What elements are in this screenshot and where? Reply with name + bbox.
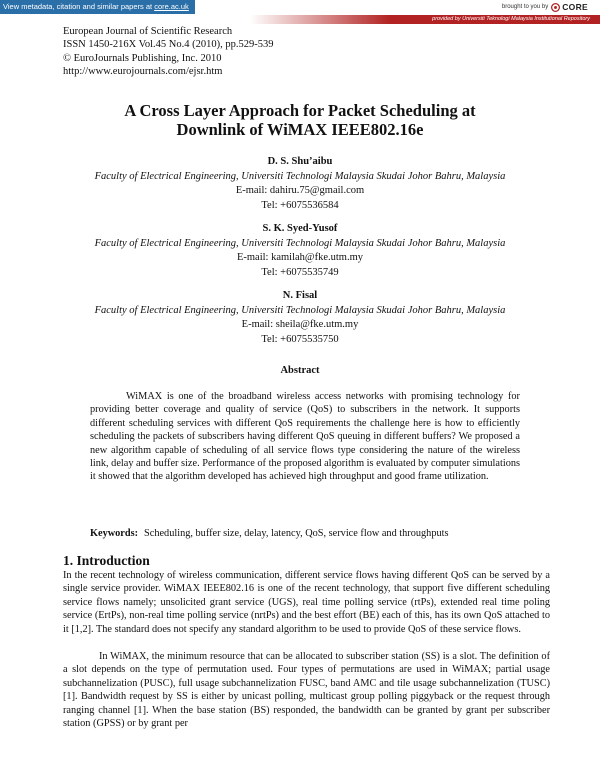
provider-strip [250, 15, 600, 24]
abstract-text: WiMAX is one of the broadband wireless access networks with promising technology for providing better coverage and quality of service (QoS) to subscribers in the network. It supports different scheduling services with different QoS requirements the challenge here is how to efficiently scheduling the packets of subscribers having different QoS queuing in different buffers? We proposed a new algorithm capable of scheduling of all service flows type considering the nature of the wireless link, delay and buffer size. Performance of the proposed algorithm is evaluated by computer simulations it showed that the algorithm developed has achieved high throughput and good frame utilization. [90, 391, 520, 483]
abstract-heading: Abstract [280, 365, 320, 376]
journal-name: European Journal of Scientific Research [63, 26, 233, 37]
title-line-2: Downlink of WiMAX IEEE802.16e [176, 120, 424, 139]
author-block-1 [0, 155, 600, 213]
author-tel: Tel: +6075535750 [261, 333, 339, 345]
provider-text: provided by Universiti Teknologi Malaysia Institutional Repository [432, 16, 590, 22]
core-brand[interactable] [502, 2, 588, 12]
journal-header [63, 25, 274, 79]
brought-by-text: brought to you by [501, 4, 549, 10]
intro-paragraph-2: In WiMAX, the minimum resource that can be allocated to subscriber station (SS) is a slot. The definition of a slot depends on the type of permutation used. Four types of permutations are used in WiMAX; partial usage subchannelization (PUSC), full usage subchannelization FUSC, band AMC and tile usage subchannelization (TUSC) [1]. Bandwidth request by SS is either by unicast polling, multicast group polling piggyback or the request through ranging channel [1]. When the base station (BS) responded, the bandwidth can be granted by grant per subscriber station (GPSS) or by grant per [63, 651, 550, 730]
title-line-1: A Cross Layer Approach for Packet Scheduling at [124, 101, 476, 120]
author-email: E-mail: sheila@fke.utm.my [241, 319, 359, 330]
core-logo-icon [551, 3, 560, 12]
core-link-site[interactable]: core.ac.uk [154, 2, 189, 11]
keywords [90, 528, 449, 539]
author-affiliation: Faculty of Electrical Engineering, Universiti Technologi Malaysia Skudai Johor Bahru, Malaysia [94, 304, 506, 316]
author-affiliation: Faculty of Electrical Engineering, Universiti Technologi Malaysia Skudai Johor Bahru, Malaysia [94, 170, 506, 182]
intro-paragraph-1: In the recent technology of wireless communication, different service flows having different QoS can be served by a single service provider. WiMAX IEEE802.16 is one of the recent technology, that support five different scheduling service flows namely; unsolicited grant service (UGS), real time polling service (rtPs), extended real time poling service (ErtPs), non-real time polling service (nrtPs) and the best effort (BE) each of this, has its own QoS attached to it [1,2]. The standard does not specify any standard algorithm to be used to provide QoS of these service flows. [63, 570, 550, 635]
keywords-label: Keywords: [90, 528, 139, 539]
author-tel: Tel: +6075536584 [261, 199, 339, 211]
author-affiliation: Faculty of Electrical Engineering, Universiti Technologi Malaysia Skudai Johor Bahru, Malaysia [94, 237, 506, 249]
core-link-prefix: View metadata, citation and similar papers at [3, 2, 155, 11]
paper-title [0, 101, 600, 139]
core-banner [0, 0, 600, 26]
author-block-2 [0, 222, 600, 280]
journal-issn: ISSN 1450-216X Vol.45 No.4 (2010), pp.529-539 [63, 39, 274, 51]
core-logo-text: CORE [562, 2, 588, 12]
author-email: E-mail: dahiru.75@gmail.com [235, 185, 365, 196]
author-name: N. Fisal [282, 290, 318, 301]
journal-url: http://www.eurojournals.com/ejsr.htm [63, 66, 223, 78]
author-name: D. S. Shu’aibu [267, 156, 333, 167]
journal-copyright: © EuroJournals Publishing, Inc. 2010 [63, 52, 222, 64]
author-tel: Tel: +6075535749 [261, 266, 339, 278]
author-email: E-mail: kamilah@fke.utm.my [236, 252, 363, 263]
core-logo [551, 2, 588, 12]
author-name: S. K. Syed-Yusof [262, 223, 338, 234]
author-block-3 [0, 289, 600, 347]
core-metadata-link[interactable] [0, 0, 195, 14]
section-heading-introduction: 1. Introduction [63, 553, 150, 568]
keywords-text: Scheduling, buffer size, delay, latency, QoS, service flow and throughputs [144, 528, 449, 539]
